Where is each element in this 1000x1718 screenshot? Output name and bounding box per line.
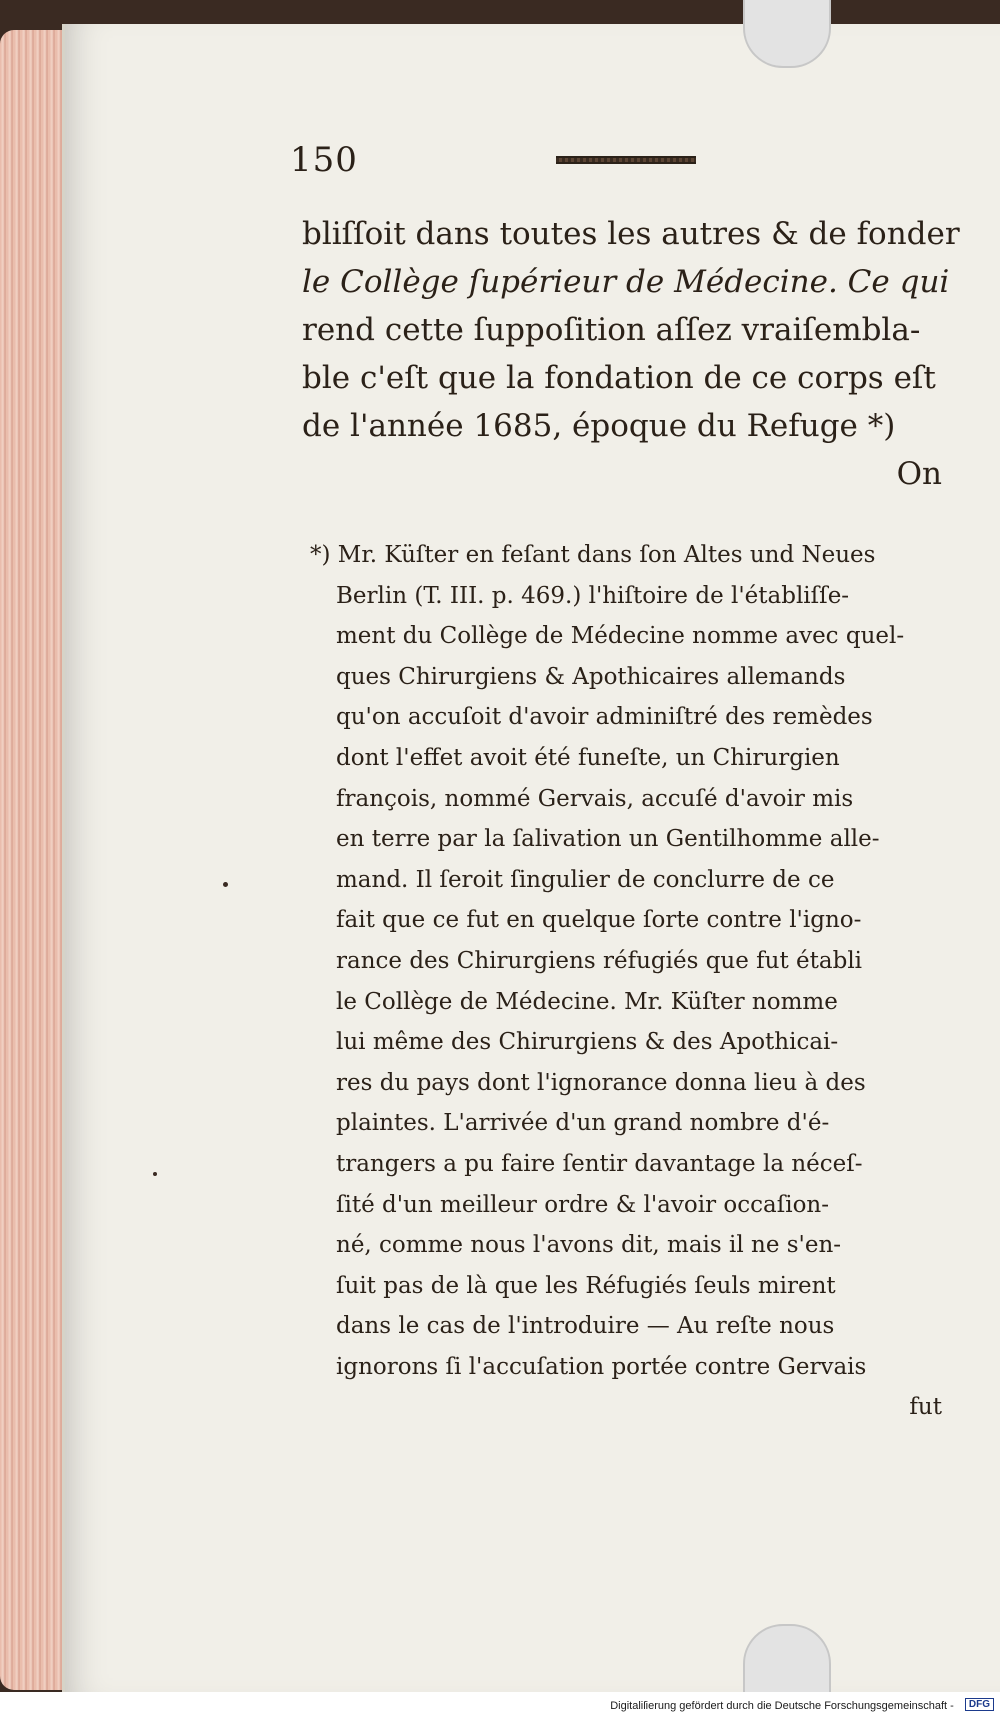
- footnote-line: ignorons ſi l'accuſation portée contre Gervais: [336, 1353, 867, 1380]
- main-text-block: [302, 210, 960, 498]
- footnote-line: dans le cas de l'introduire — Au reſte nous: [336, 1313, 835, 1340]
- footnote-line: né, comme nous l'avons dit, mais il ne s'en-: [336, 1232, 842, 1259]
- book-page-edges: [0, 30, 70, 1690]
- footnote-line: trangers a pu faire ſentir davantage la néceſ-: [336, 1150, 863, 1177]
- footnote-line: ques Chirurgiens & Apothicaires allemands: [336, 663, 846, 690]
- footnote-line: rance des Chirurgiens réfugiés que fut établi: [336, 947, 863, 974]
- footnote-line: dont l'effet avoit été funeſte, un Chirurgien: [336, 744, 840, 771]
- footnote-line: res du pays dont l'ignorance donna lieu à des: [336, 1069, 866, 1096]
- main-text-line: bliſſoit dans toutes les autres & de fonder: [302, 216, 960, 252]
- dfg-credit-text: Digitaliſierung gefördert durch die Deutsche Forschungsgemeinschaft -: [610, 1700, 954, 1712]
- footnote-line: Berlin (T. III. p. 469.) l'hiſtoire de l'établiſſe-: [336, 582, 850, 609]
- footnote-line: mand. Il ſeroit ſingulier de conclurre de ce: [336, 866, 835, 893]
- digitization-footer: [0, 1692, 1000, 1718]
- dfg-logo-badge: DFG: [965, 1698, 994, 1711]
- footnote-line: en terre par la ſalivation un Gentilhomme alle-: [336, 826, 880, 853]
- footnote-line: le Collège de Médecine. Mr. Küſter nomme: [336, 988, 838, 1015]
- footnote-line: ment du Collège de Médecine nomme avec quel-: [336, 623, 905, 650]
- header-ornament-rule: [556, 156, 696, 164]
- footnote-block: [310, 535, 942, 1428]
- footnote-line: qu'on accuſoit d'avoir adminiſtré des remèdes: [336, 704, 873, 731]
- page-number: 150: [290, 140, 358, 180]
- footnote-catchword: fut: [909, 1394, 942, 1421]
- footnote-line: lui même des Chirurgiens & des Apothicai-: [336, 1029, 839, 1056]
- footnote-line: françois, nommé Gervais, accuſé d'avoir mis: [336, 785, 854, 812]
- footnote-line: *) Mr. Küſter en feſant dans ſon Altes und Neues: [310, 542, 876, 568]
- main-text-line: de l'année 1685, époque du Refuge *): [302, 408, 896, 444]
- footnote-line: fait que ce fut en quelque ſorte contre l'igno-: [336, 907, 862, 934]
- main-text-line: le Collège ſupérieur de Médecine. Ce qui: [302, 264, 950, 300]
- top-page-clip: [743, 0, 831, 68]
- footnote-line: plaintes. L'arrivée d'un grand nombre d'é-: [336, 1110, 830, 1137]
- main-text-line: rend cette ſuppoſition aſſez vraiſembla-: [302, 312, 921, 348]
- ink-speck: [153, 1172, 157, 1176]
- ink-speck: [223, 882, 228, 887]
- main-text-line: ble c'eſt que la fondation de ce corps eſt: [302, 360, 936, 396]
- footnote-line: ſuit pas de là que les Réfugiés ſeuls mirent: [336, 1272, 836, 1299]
- main-catchword: On: [896, 456, 942, 492]
- footnote-line: ſité d'un meilleur ordre & l'avoir occaſion-: [336, 1191, 830, 1218]
